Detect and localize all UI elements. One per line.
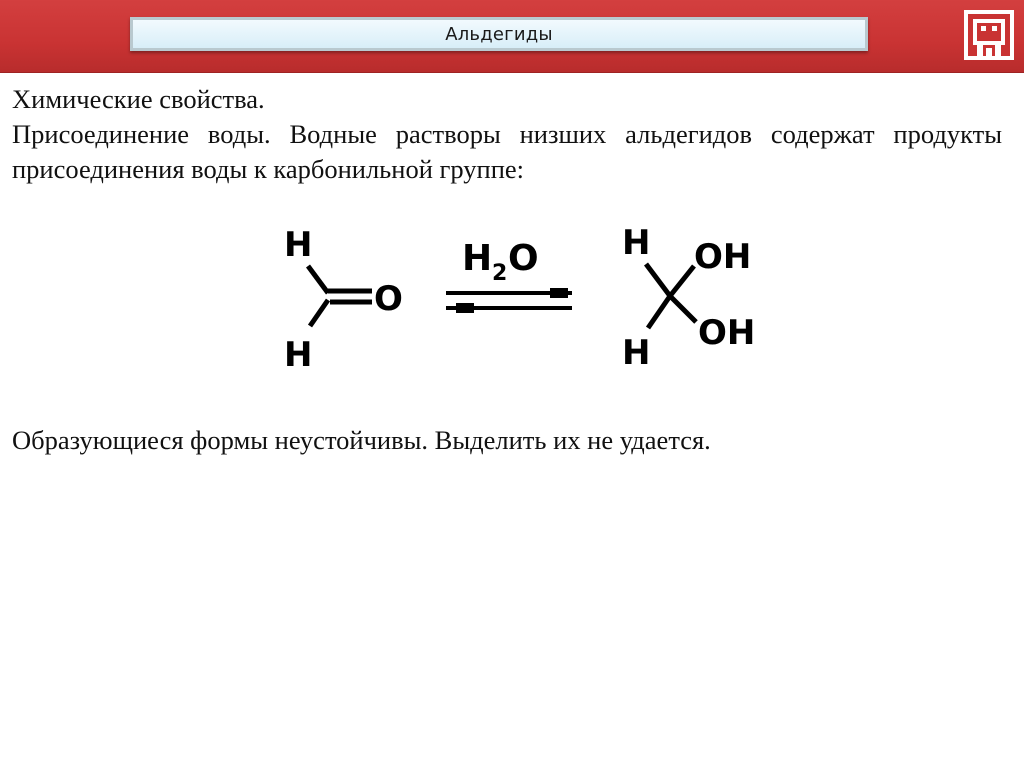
product-oh-bottom: OH: [698, 313, 756, 353]
reaction-scheme: [270, 218, 770, 378]
reagent-subscript: 2: [492, 261, 508, 286]
reactant-h-top: H: [284, 225, 313, 265]
reagent-h: H: [462, 238, 493, 279]
product-bond-oh-bottom: [670, 296, 696, 322]
reactant-bond-bottom: [310, 300, 328, 326]
slide-logo-icon: [964, 10, 1014, 60]
reactant-oxygen: O: [374, 279, 403, 319]
body-text: [12, 82, 1002, 187]
reactant-bond-top: [308, 266, 328, 293]
product-h-bottom: H: [622, 333, 651, 373]
title-box: [130, 17, 868, 51]
reagent-o: O: [508, 238, 539, 279]
body-paragraph: Присоединение воды. Водные растворы низших альдегидов содержат продукты присоединения воды к карбонильной группе:: [12, 119, 1002, 184]
forward-arrowhead: [550, 288, 568, 298]
product-oh-top: OH: [694, 237, 752, 277]
product-bond-h-bottom: [648, 296, 670, 328]
conclusion-text: Образующиеся формы неустойчивы. Выделить их не удается.: [12, 425, 711, 455]
header-bar: [0, 0, 1024, 73]
reactant-h-bottom: H: [284, 335, 313, 375]
section-heading: Химические свойства.: [12, 84, 265, 114]
product-h-top: H: [622, 223, 651, 263]
product-bond-oh-top: [670, 266, 694, 296]
product-bond-h-top: [646, 264, 670, 296]
reverse-arrowhead: [456, 303, 474, 313]
slide-title: Альдегиды: [445, 23, 553, 45]
